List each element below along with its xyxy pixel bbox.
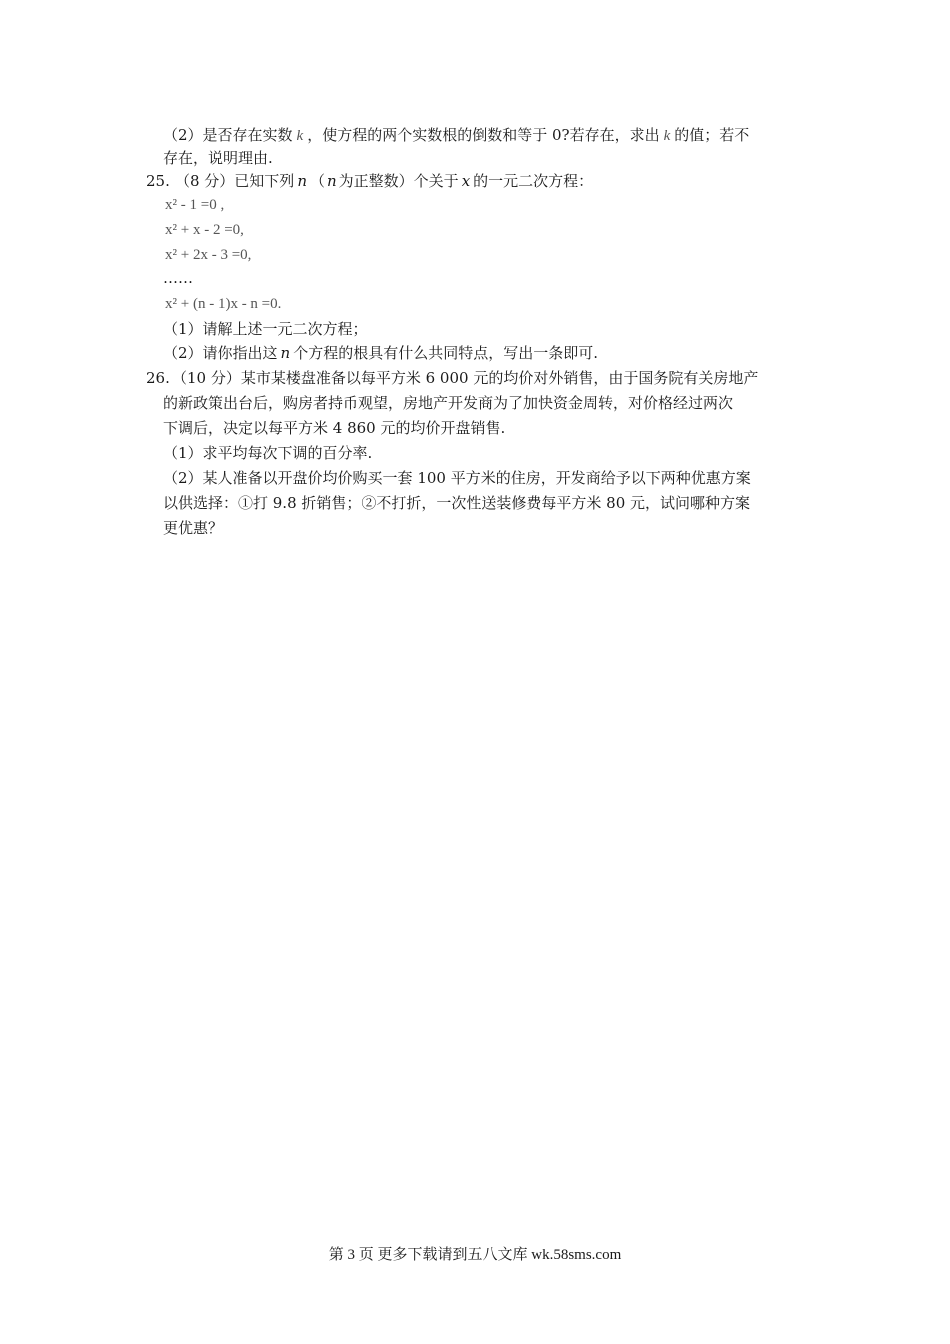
q25-sub2-b: 个方程的根具有什么共同特点，写出一条即可. [293,344,598,362]
q26-line2: 的新政策出台后，购房者持币观望，房地产开发商为了加快资金周转，对价格经过两次 [163,394,734,412]
q24-part2-text-c: 的值；若不 [674,126,750,144]
equation-1: x² - 1 =0 , [165,197,225,213]
q25-number: 25. [146,172,170,190]
equation-3: x² + 2x - 3 =0, [165,247,252,263]
q26-line1: （10 分）某市某楼盘准备以每平方米 6 000 元的均价对外销售，由于国务院有关房地产 [172,369,759,387]
variable-x: x [461,172,471,190]
q24-part2-line2 [163,147,273,169]
q26-sub2-line2: 以供选择：①打 9.8 折销售；②不打折，一次性送装修费每平方米 80 元，试问哪种方案 [163,494,751,512]
page-footer: 第 3 页 更多下载请到五八文库 wk.58sms.com [328,1247,622,1263]
q25-sub2 [163,342,598,364]
q26-sub1: （1）求平均每次下调的百分率. [163,444,373,462]
variable-n: n [280,344,291,362]
variable-k: k [663,128,671,144]
q24-part2-text-b: ，使方程的两个实数根的倒数和等于 0?若存在，求出 [307,126,660,144]
equation-n: x² + (n - 1)x - n =0. [165,296,282,312]
variable-k: k [296,128,304,144]
equation-2: x² + x - 2 =0, [165,222,244,238]
q25-head-a: （8 分）已知下列 [175,172,295,190]
q25-head-b: （ [309,172,325,190]
q24-part2-text-a: （2）是否存在实数 [163,126,293,144]
q26-sub2-line3: 更优惠？ [163,519,224,537]
q25-head-d: 的一元二次方程： [473,172,594,190]
q26-number: 26. [146,369,170,387]
q25-sub2-a: （2）请你指出这 [163,344,278,362]
q24-part2-line1 [163,124,749,147]
q26-sub2-line1: （2）某人准备以开盘价均价购买一套 100 平方米的住房，开发商给予以下两种优惠方案 [163,469,751,487]
q25-head-c: 为正整数）个关于 [338,172,459,190]
variable-n: n [327,172,337,190]
ellipsis: …… [163,269,193,287]
variable-n: n [297,172,307,190]
q25-sub1: （1）请解上述一元二次方程； [163,320,368,338]
q24-part2-text-d: 存在，说明理由. [163,149,273,167]
q25-header [175,170,593,192]
q26-line3: 下调后，决定以每平方米 4 860 元的均价开盘销售. [163,419,506,437]
